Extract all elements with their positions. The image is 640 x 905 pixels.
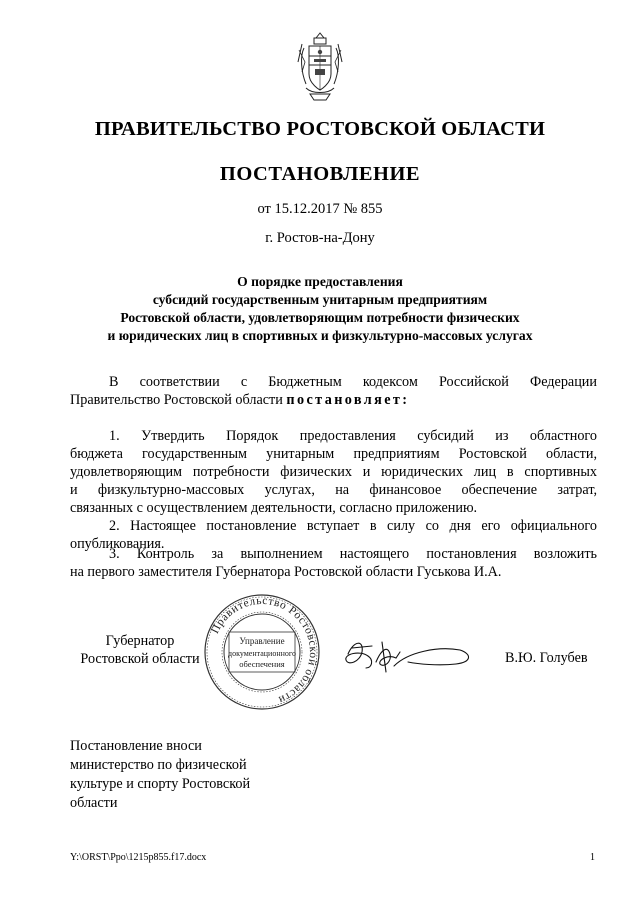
coat-of-arms-emblem <box>296 32 344 102</box>
preamble-text: Правительство Ростовской области <box>70 392 287 408</box>
title-line: Ростовской области, удовлетворяющим потребности физических <box>120 310 520 325</box>
note-line: министерство по физической <box>70 757 247 773</box>
organization-name: ПРАВИТЕЛЬСТВО РОСТОВСКОЙ ОБЛАСТИ <box>94 118 546 140</box>
document-type: ПОСТАНОВЛЕНИЕ <box>219 163 421 185</box>
submitted-by-note <box>70 737 270 813</box>
position-line: Губернатор <box>105 633 175 649</box>
title-line: субсидий государственным унитарным предприятиям <box>152 292 488 307</box>
clause-line: 2. Настоящее постановление вступает в силу со дня его официального <box>109 518 597 534</box>
note-line: Постановление вноси <box>70 738 202 754</box>
clause-line: 1. Утвердить Порядок предоставления субсидий из областного <box>109 428 597 444</box>
handwritten-signature <box>338 632 478 682</box>
resolves-word: постановляет: <box>286 392 410 408</box>
preamble-line: В соответствии с Бюджетным кодексом Российской Федерации <box>109 374 597 390</box>
stamp-inner-line: Управление <box>239 636 285 646</box>
clause-line: и физкультурно-массовых услугах, на финансовое обеспечение затрат, <box>70 482 597 498</box>
note-line: области <box>70 795 118 811</box>
clause-line: бюджета государственным унитарным предприятиям Ростовской области, <box>70 446 597 462</box>
clause-line: 3. Контроль за выполнением настоящего постановления возложить <box>109 546 597 562</box>
clause-3 <box>70 545 597 581</box>
note-line: культуре и спорту Ростовской <box>70 776 251 792</box>
clause-line: удовлетворяющим потребности физических и юридических лиц в спортивных <box>70 464 597 480</box>
official-stamp <box>202 592 322 712</box>
signatory-position <box>70 632 210 668</box>
stamp-inner-line: документационного <box>228 649 296 658</box>
title-line: и юридических лиц в спортивных и физкультурно-массовых услугах <box>107 328 533 343</box>
stamp-inner-line: обеспечения <box>239 659 285 669</box>
document-title <box>0 273 640 345</box>
file-path: Y:\ORST\Ppo\1215p855.f17.docx <box>70 852 207 863</box>
page-number: 1 <box>590 852 595 863</box>
stamp-outer-text: Правительство Ростовской области <box>209 594 320 706</box>
signatory-name: В.Ю. Голубев <box>505 650 588 666</box>
preamble-line <box>70 391 597 409</box>
document-date-number: от 15.12.2017 № 855 <box>257 201 383 217</box>
clause-1 <box>70 427 597 517</box>
preamble <box>70 373 597 409</box>
document-city: г. Ростов-на-Дону <box>265 230 375 246</box>
clause-line: опубликования. <box>70 536 165 552</box>
clause-line: связанных с осуществлением деятельности, согласно приложению. <box>70 500 478 516</box>
title-line: О порядке предоставления <box>237 274 403 289</box>
position-line: Ростовской области <box>80 651 200 667</box>
clause-line: на первого заместителя Губернатора Ростовской области Гуськова И.А. <box>70 564 502 580</box>
